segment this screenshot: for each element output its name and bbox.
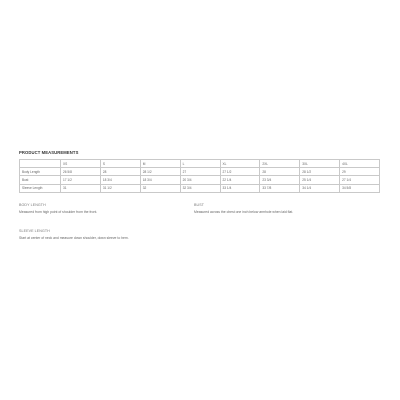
table-cell: 28 1/2 (140, 168, 180, 176)
table-cell: 23 3/4 (260, 176, 300, 184)
table-cell: 26 5/8 (61, 168, 101, 176)
size-header: 3XL (300, 160, 340, 168)
table-cell: 22 1/4 (220, 176, 260, 184)
table-cell: 17 1/2 (61, 176, 101, 184)
table-cell: 34 1/4 (300, 184, 340, 192)
bust-title: BUST (194, 203, 204, 207)
sleeve-length-title: SLEEVE LENGTH (19, 229, 50, 233)
table-corner-cell (20, 160, 61, 168)
table-header-row (20, 160, 380, 168)
table-cell: 28 (100, 168, 140, 176)
size-header: 2XL (260, 160, 300, 168)
sleeve-length-text: Start at center of neck and measure down shoulder, down sleeve to hem. (19, 236, 129, 240)
table-cell: 34 5/8 (340, 184, 380, 192)
body-length-title: BODY LENGTH (19, 203, 46, 207)
table-cell: 27 1/2 (220, 168, 260, 176)
size-header: XS (61, 160, 101, 168)
table-row (20, 176, 380, 184)
size-header: S (100, 160, 140, 168)
table-cell: 25 1/4 (300, 176, 340, 184)
table-cell: 32 (140, 184, 180, 192)
table-row (20, 168, 380, 176)
table-cell: 27 (180, 168, 220, 176)
table-cell: 29 (340, 168, 380, 176)
table-cell: 20 3/4 (180, 176, 220, 184)
table-cell: 33 1/4 (220, 184, 260, 192)
table-cell: 31 1/2 (100, 184, 140, 192)
row-label: Sleeve Length (20, 184, 61, 192)
table-cell: 18 3/4 (140, 176, 180, 184)
table-cell: 33 7/8 (260, 184, 300, 192)
bust-text: Measured across the chest one inch below armhole when laid flat. (194, 210, 294, 214)
table-row (20, 184, 380, 192)
body-length-text: Measured from high point of shoulder from the front. (19, 210, 98, 214)
row-label: Body Length (20, 168, 61, 176)
table-cell: 31 (61, 184, 101, 192)
measurements-table (19, 159, 380, 193)
section-title: PRODUCT MEASUREMENTS (19, 150, 79, 155)
table-cell: 32 3/4 (180, 184, 220, 192)
size-header: M (140, 160, 180, 168)
size-header: 4XL (340, 160, 380, 168)
table-cell: 28 (260, 168, 300, 176)
row-label: Bust (20, 176, 61, 184)
table-cell: 18 3/4 (100, 176, 140, 184)
table-cell: 27 1/4 (340, 176, 380, 184)
size-header: L (180, 160, 220, 168)
size-header: XL (220, 160, 260, 168)
table-cell: 28 1/2 (300, 168, 340, 176)
